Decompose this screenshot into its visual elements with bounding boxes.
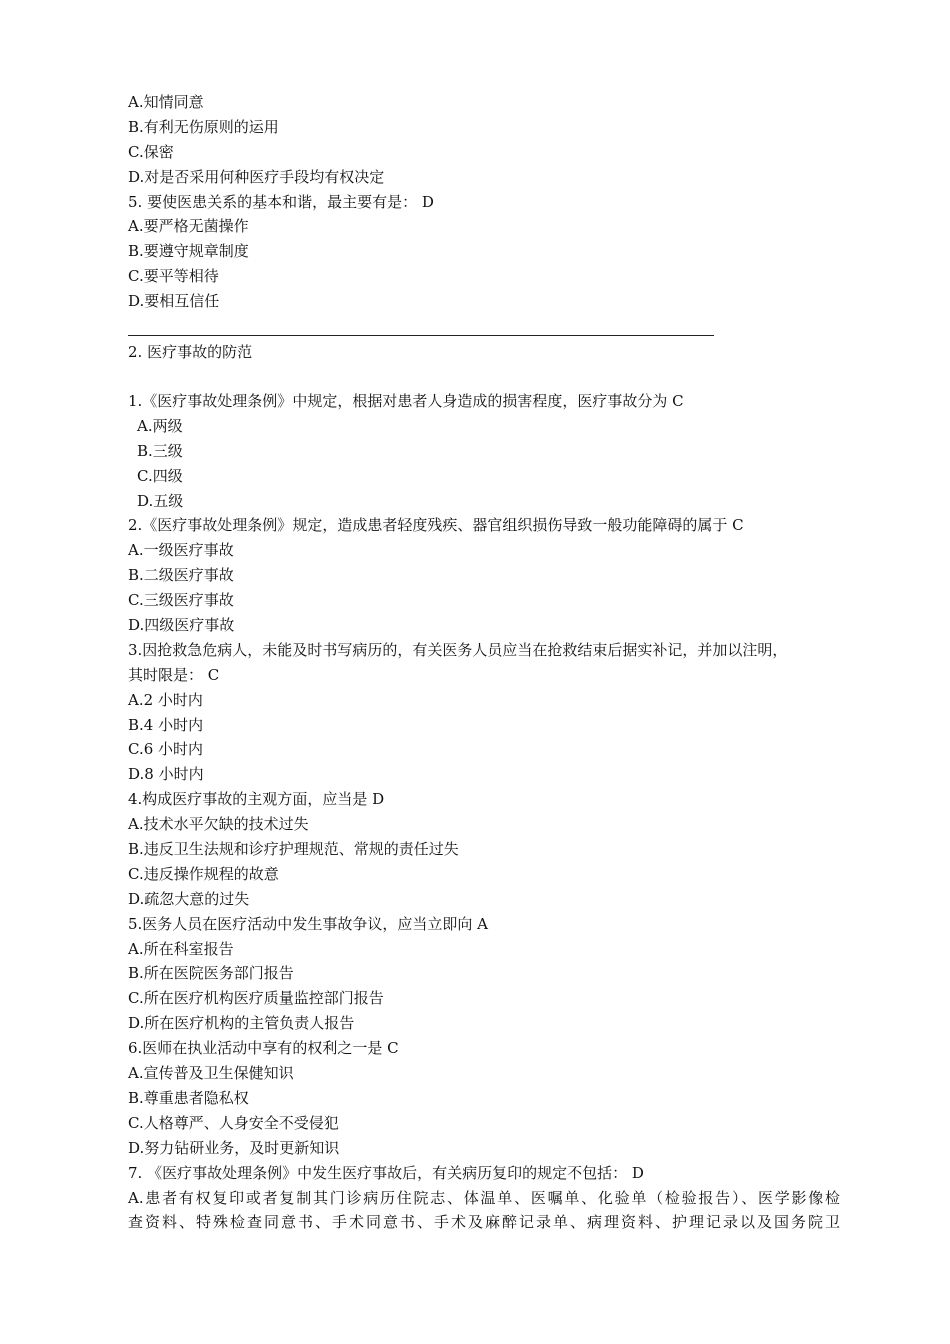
section-title-block <box>128 340 840 365</box>
option-line: C.违反操作规程的故意 <box>128 864 279 883</box>
option-line: D.疏忽大意的过失 <box>128 889 250 908</box>
option-line: D.要相互信任 <box>128 292 220 311</box>
option-line: B.违反卫生法规和诊疗护理规范、常规的责任过失 <box>128 840 459 859</box>
top-section <box>128 90 840 314</box>
option-line: A.所在科室报告 <box>128 939 234 958</box>
option-line: B.二级医疗事故 <box>128 566 234 585</box>
option-line: C.6 小时内 <box>128 740 204 759</box>
question-stem: 6.医师在执业活动中享有的权利之一是 C <box>128 1039 399 1058</box>
question-stem: 1.《医疗事故处理条例》中规定，根据对患者人身造成的损害程度，医疗事故分为 C <box>128 392 684 410</box>
option-line-continued: 查资料、特殊检查同意书、手术同意书、手术及麻醉记录单、病理资料、护理记录以及国务院卫 <box>128 1213 840 1232</box>
question-stem: 4.构成医疗事故的主观方面，应当是 D <box>128 790 385 809</box>
option-line: A.2 小时内 <box>128 690 203 709</box>
question-stem: 7. 《医疗事故处理条例》中发生医疗事故后，有关病历复印的规定不包括： D <box>128 1163 644 1182</box>
option-line: C.要平等相待 <box>128 267 219 286</box>
option-line: A.知情同意 <box>128 93 204 111</box>
option-line: D.努力钻研业务，及时更新知识 <box>128 1138 340 1157</box>
option-line: B.三级 <box>137 441 183 460</box>
option-line: D.8 小时内 <box>128 765 204 784</box>
option-line: D.所在医疗机构的主管负责人报告 <box>128 1014 355 1033</box>
option-line: A.宣传普及卫生保健知识 <box>128 1064 294 1083</box>
option-line: B.尊重患者隐私权 <box>128 1088 249 1107</box>
horizontal-divider <box>128 335 714 336</box>
option-line: D.四级医疗事故 <box>128 616 235 635</box>
option-line: C.所在医疗机构医疗质量监控部门报告 <box>128 989 384 1008</box>
option-line: C.三级医疗事故 <box>128 591 234 610</box>
option-line: B.有利无伤原则的运用 <box>128 117 279 136</box>
option-line: A.一级医疗事故 <box>128 541 234 560</box>
option-line: A.患者有权复印或者复制其门诊病历住院志、体温单、医嘱单、化验单（检验报告）、医学影像检 <box>128 1188 840 1207</box>
option-line: A.要严格无菌操作 <box>128 217 249 236</box>
option-line: A.技术水平欠缺的技术过失 <box>128 815 309 834</box>
question-stem-continued: 其时限是： C <box>128 665 220 684</box>
option-line: B.4 小时内 <box>128 715 204 734</box>
questions-section <box>128 389 840 1235</box>
option-line: B.要遵守规章制度 <box>128 242 249 261</box>
option-line: C.人格尊严、人身安全不受侵犯 <box>128 1113 339 1132</box>
option-line: D.五级 <box>137 491 184 510</box>
section-title: 2. 医疗事故的防范 <box>128 343 253 361</box>
question-stem: 5. 要使医患关系的基本和谐，最主要有是： D <box>128 192 434 211</box>
question-stem: 3.因抢救急危病人，未能及时书写病历的，有关医务人员应当在抢救结束后据实补记，并加以注明， <box>128 640 788 659</box>
question-stem: 2.《医疗事故处理条例》规定，造成患者轻度残疾、器官组织损伤导致一般功能障碍的属于 C <box>128 516 744 535</box>
option-line: A.两级 <box>137 416 183 435</box>
option-line: C.保密 <box>128 142 174 161</box>
option-line: D.对是否采用何种医疗手段均有权决定 <box>128 167 385 186</box>
option-line: B.所在医院医务部门报告 <box>128 964 294 983</box>
question-stem: 5.医务人员在医疗活动中发生事故争议，应当立即向 A <box>128 914 488 933</box>
option-line: C.四级 <box>137 466 183 485</box>
